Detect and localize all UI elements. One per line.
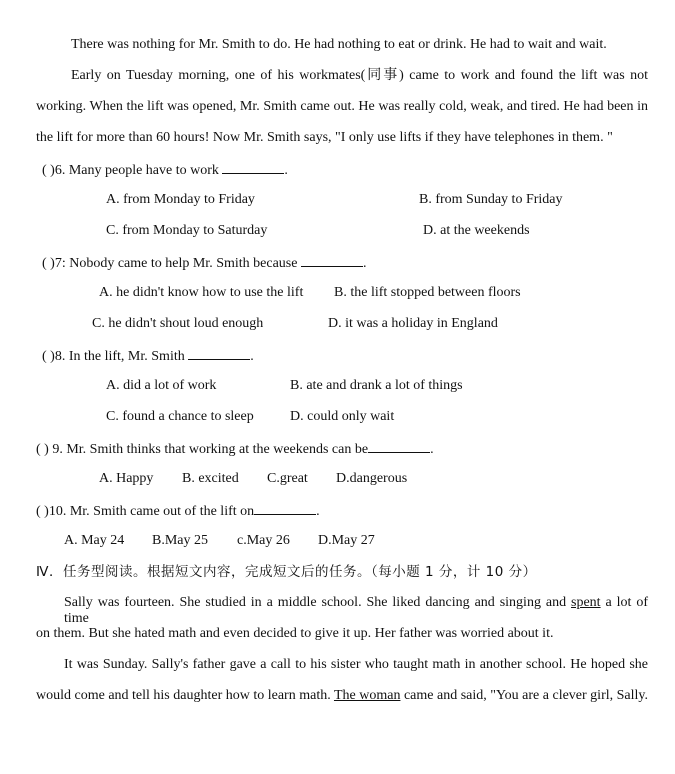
question-stem: 10. Mr. Smith came out of the lift on	[48, 504, 255, 519]
question-6: ( )6. Many people have to work .	[42, 163, 288, 178]
passage2-paragraph-2-line-2: would come and tell his daughter how to learn math. The woman came and said, "You are a clever girl, Sally.	[36, 688, 648, 703]
option-9c[interactable]: C.great	[267, 471, 308, 486]
section-4-heading: Ⅳ．任务型阅读。根据短文内容，完成短文后的任务。（每小题 1 分，计 10 分）	[36, 564, 537, 580]
question-stem: 8. In the lift, Mr. Smith	[54, 349, 185, 364]
option-6c[interactable]: C. from Monday to Saturday	[106, 223, 268, 238]
answer-bracket[interactable]: ( )	[36, 504, 49, 519]
option-6b[interactable]: B. from Sunday to Friday	[419, 192, 563, 207]
option-7d[interactable]: D. it was a holiday in England	[328, 316, 498, 331]
question-stem: 6. Many people have to work	[54, 163, 219, 178]
passage-paragraph-2-line-2: working. When the lift was opened, Mr. Smith came out. He was really cold, weak, and tired. He had been in	[36, 99, 648, 114]
question-9: ( ) 9. Mr. Smith thinks that working at the weekends can be .	[36, 442, 434, 457]
option-8a[interactable]: A. did a lot of work	[106, 378, 217, 393]
answer-blank[interactable]	[188, 347, 250, 360]
option-10a[interactable]: A. May 24	[64, 533, 125, 548]
answer-blank[interactable]	[254, 502, 316, 515]
passage2-paragraph-1-line-1: Sally was fourteen. She studied in a middle school. She liked dancing and singing and spent a lot of time	[64, 595, 649, 626]
option-9d[interactable]: D.dangerous	[336, 471, 408, 486]
question-stem: 7: Nobody came to help Mr. Smith because	[54, 256, 298, 271]
answer-bracket[interactable]: ( )	[42, 163, 55, 178]
answer-blank[interactable]	[368, 440, 430, 453]
option-8d[interactable]: D. could only wait	[290, 409, 395, 424]
option-6a[interactable]: A. from Monday to Friday	[106, 192, 255, 207]
option-8c[interactable]: C. found a chance to sleep	[106, 409, 254, 424]
option-9b[interactable]: B. excited	[182, 471, 239, 486]
option-6d[interactable]: D. at the weekends	[423, 223, 530, 238]
answer-bracket[interactable]: ( )	[42, 349, 55, 364]
question-10: ( )10. Mr. Smith came out of the lift on .	[36, 504, 320, 519]
answer-blank[interactable]	[222, 161, 284, 174]
question-stem: 9. Mr. Smith thinks that working at the weekends can be	[48, 442, 369, 457]
option-7b[interactable]: B. the lift stopped between floors	[334, 285, 521, 300]
option-10c[interactable]: c.May 26	[237, 533, 290, 548]
passage2-paragraph-1-line-2: on them. But she hated math and even decided to give it up. Her father was worried about it.	[36, 626, 554, 641]
passage-paragraph-1: There was nothing for Mr. Smith to do. He had nothing to eat or drink. He had to wait and wait.	[71, 37, 607, 52]
question-7: ( )7: Nobody came to help Mr. Smith because .	[42, 256, 367, 271]
option-10b[interactable]: B.May 25	[152, 533, 208, 548]
option-7a[interactable]: A. he didn't know how to use the lift	[99, 285, 304, 300]
passage-paragraph-2-line-1: Early on Tuesday morning, one of his workmates(同事) came to work and found the lift was not	[71, 68, 648, 83]
option-9a[interactable]: A. Happy	[99, 471, 154, 486]
answer-bracket[interactable]: ( )	[36, 442, 49, 457]
answer-blank[interactable]	[301, 254, 363, 267]
underlined-phrase-the-woman: The woman	[333, 688, 401, 703]
underlined-word-spent: spent	[571, 595, 601, 610]
answer-bracket[interactable]: ( )	[42, 256, 55, 271]
option-7c[interactable]: C. he didn't shout loud enough	[92, 316, 264, 331]
question-8: ( )8. In the lift, Mr. Smith .	[42, 349, 254, 364]
option-10d[interactable]: D.May 27	[318, 533, 375, 548]
option-8b[interactable]: B. ate and drank a lot of things	[290, 378, 463, 393]
passage-paragraph-2-line-3: the lift for more than 60 hours! Now Mr. Smith says, "I only use lifts if they have telephones in them. "	[36, 130, 613, 145]
passage2-paragraph-2-line-1: It was Sunday. Sally's father gave a call to his sister who taught math in another school. He hoped she	[64, 657, 648, 672]
